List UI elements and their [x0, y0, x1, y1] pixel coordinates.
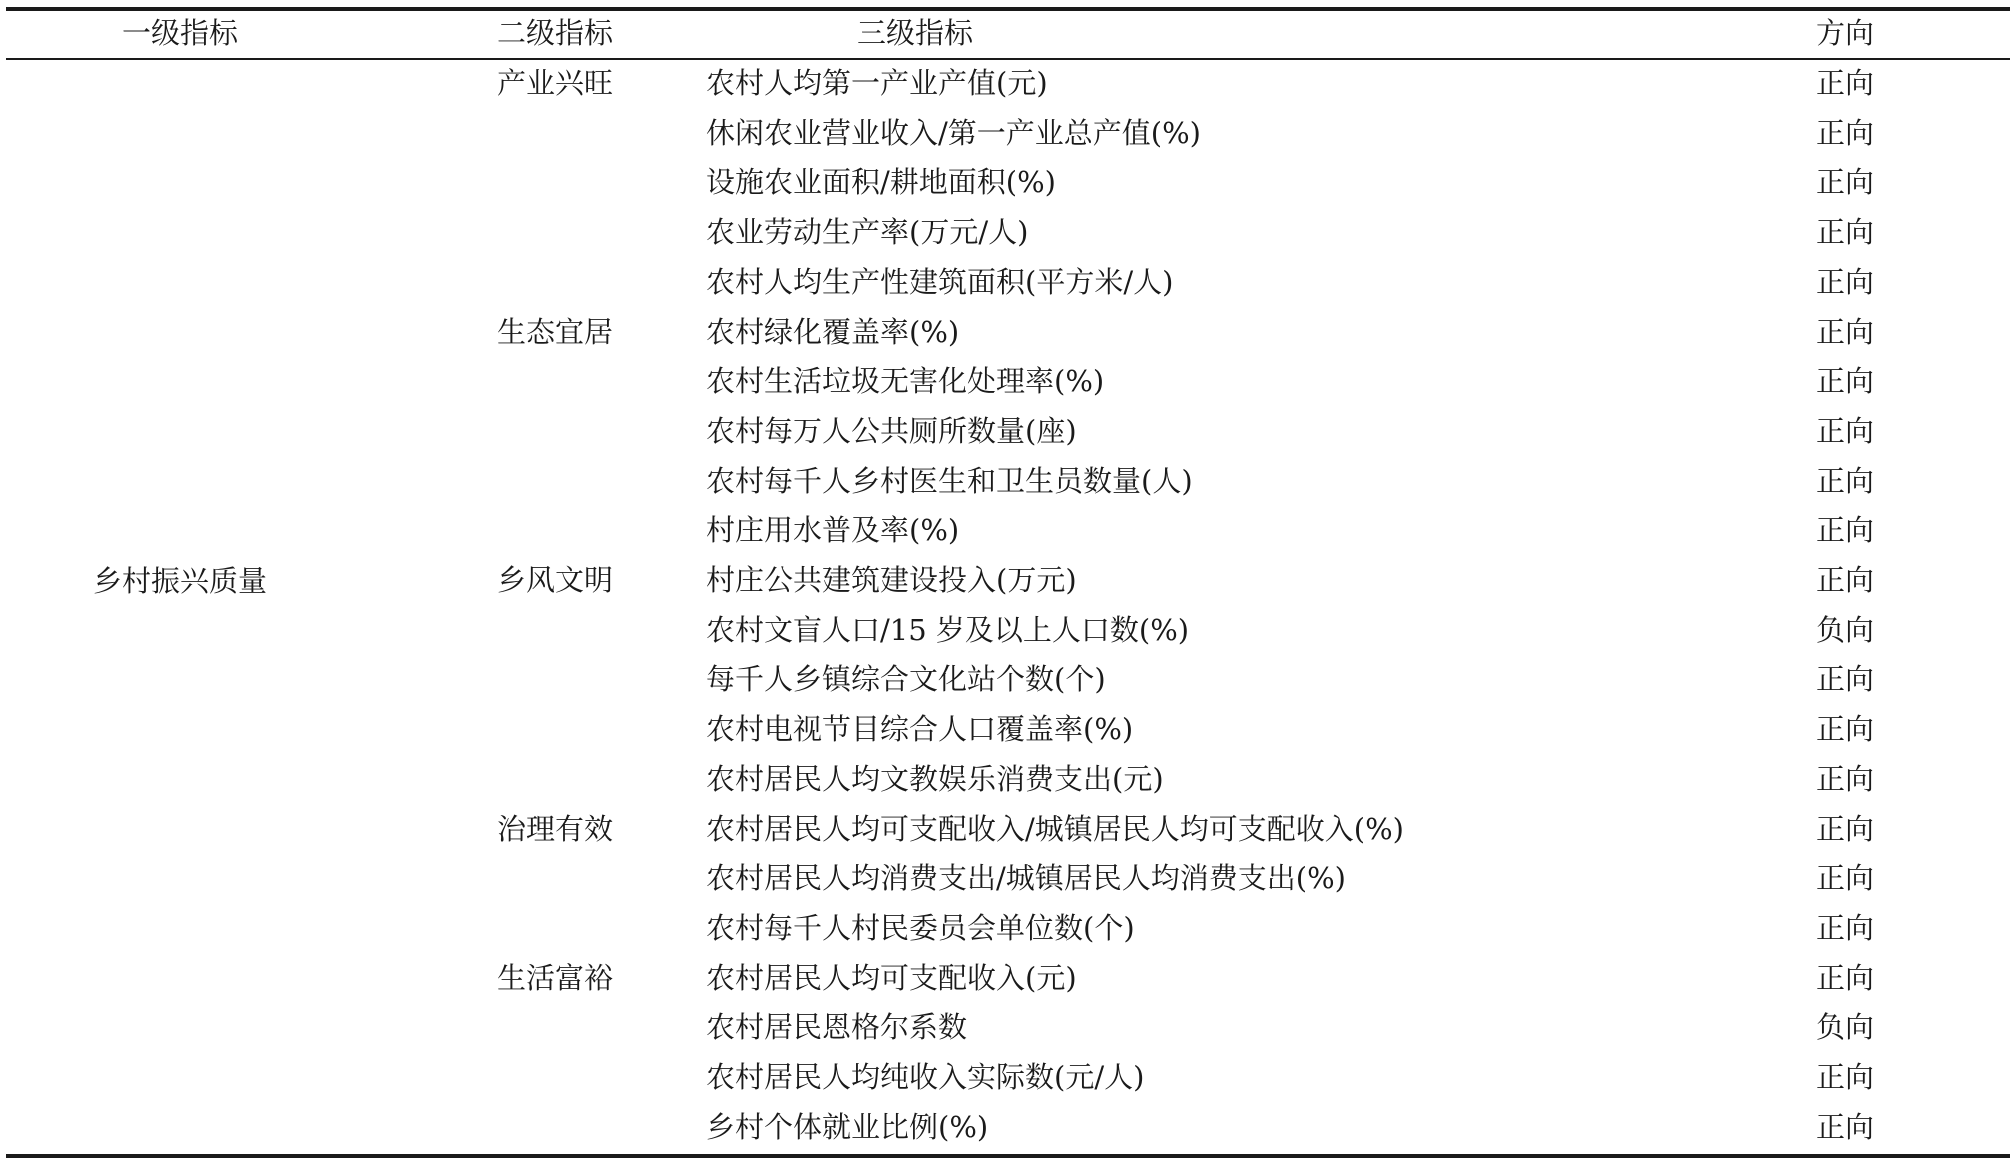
table-row-indicator: 村庄用水普及率(%) — [706, 513, 960, 547]
level1-label: 乡村振兴质量 — [92, 564, 267, 598]
table-row-direction: 正向 — [1815, 961, 1874, 995]
level2-group-label: 生态宜居 — [496, 315, 613, 349]
table-row-indicator: 农村居民人均纯收入实际数(元/人) — [706, 1060, 1145, 1094]
table-row-indicator: 农村人均第一产业产值(元) — [706, 66, 1048, 100]
table-row-direction: 正向 — [1815, 712, 1874, 746]
table-row-indicator: 乡村个体就业比例(%) — [706, 1110, 989, 1144]
level2-group-label: 治理有效 — [496, 812, 613, 846]
table-row-indicator: 农村人均生产性建筑面积(平方米/人) — [706, 265, 1174, 299]
table-row-indicator: 休闲农业营业收入/第一产业总产值(%) — [706, 116, 1201, 150]
header-direction: 方向 — [1815, 16, 1874, 50]
table-row-direction: 负向 — [1815, 613, 1874, 647]
table-row-direction: 正向 — [1815, 215, 1874, 249]
table-row-indicator: 农村居民恩格尔系数 — [706, 1010, 968, 1044]
table-row-direction: 正向 — [1815, 364, 1874, 398]
table-row-direction: 正向 — [1815, 66, 1874, 100]
header-level2: 二级指标 — [496, 16, 613, 50]
table-row-direction: 正向 — [1815, 911, 1874, 945]
table-row-direction: 正向 — [1815, 315, 1874, 349]
table-row-indicator: 农村居民人均可支配收入/城镇居民人均可支配收入(%) — [706, 812, 1404, 846]
table-row-indicator: 农村居民人均消费支出/城镇居民人均消费支出(%) — [706, 861, 1346, 895]
table-row-indicator: 设施农业面积/耕地面积(%) — [706, 165, 1056, 199]
table-row-indicator: 农村居民人均可支配收入(元) — [706, 961, 1077, 995]
table-row-direction: 正向 — [1815, 563, 1874, 597]
level2-group-label: 乡风文明 — [496, 563, 613, 597]
table-header-rule — [6, 58, 2010, 60]
table-row-indicator: 村庄公共建筑建设投入(万元) — [706, 563, 1077, 597]
table-top-rule — [6, 7, 2010, 11]
table-row-direction: 正向 — [1815, 1060, 1874, 1094]
table-row-indicator: 农业劳动生产率(万元/人) — [706, 215, 1029, 249]
table-row-direction: 正向 — [1815, 812, 1874, 846]
header-level3: 三级指标 — [856, 16, 973, 50]
table-row-indicator: 农村每千人乡村医生和卫生员数量(人) — [706, 464, 1193, 498]
header-level1: 一级指标 — [121, 16, 238, 50]
table-row-direction: 正向 — [1815, 414, 1874, 448]
table-row-direction: 正向 — [1815, 662, 1874, 696]
table-row-indicator: 农村每万人公共厕所数量(座) — [706, 414, 1077, 448]
table-row-indicator: 农村居民人均文教娱乐消费支出(元) — [706, 762, 1164, 796]
table-bottom-rule — [6, 1154, 2010, 1158]
table-row-indicator: 农村文盲人口/15 岁及以上人口数(%) — [706, 613, 1190, 647]
table-row-direction: 正向 — [1815, 116, 1874, 150]
table-row-indicator: 农村生活垃圾无害化处理率(%) — [706, 364, 1105, 398]
table-row-direction: 正向 — [1815, 464, 1874, 498]
table-row-indicator: 农村绿化覆盖率(%) — [706, 315, 960, 349]
table-row-direction: 负向 — [1815, 1010, 1874, 1044]
table-row-direction: 正向 — [1815, 1110, 1874, 1144]
level2-group-label: 产业兴旺 — [496, 66, 613, 100]
table-row-indicator: 农村每千人村民委员会单位数(个) — [706, 911, 1135, 945]
table-row-direction: 正向 — [1815, 513, 1874, 547]
level2-group-label: 生活富裕 — [496, 961, 613, 995]
table-row-direction: 正向 — [1815, 861, 1874, 895]
table-row-indicator: 农村电视节目综合人口覆盖率(%) — [706, 712, 1134, 746]
table-row-direction: 正向 — [1815, 165, 1874, 199]
table-row-direction: 正向 — [1815, 265, 1874, 299]
table-row-indicator: 每千人乡镇综合文化站个数(个) — [706, 662, 1106, 696]
table-row-direction: 正向 — [1815, 762, 1874, 796]
